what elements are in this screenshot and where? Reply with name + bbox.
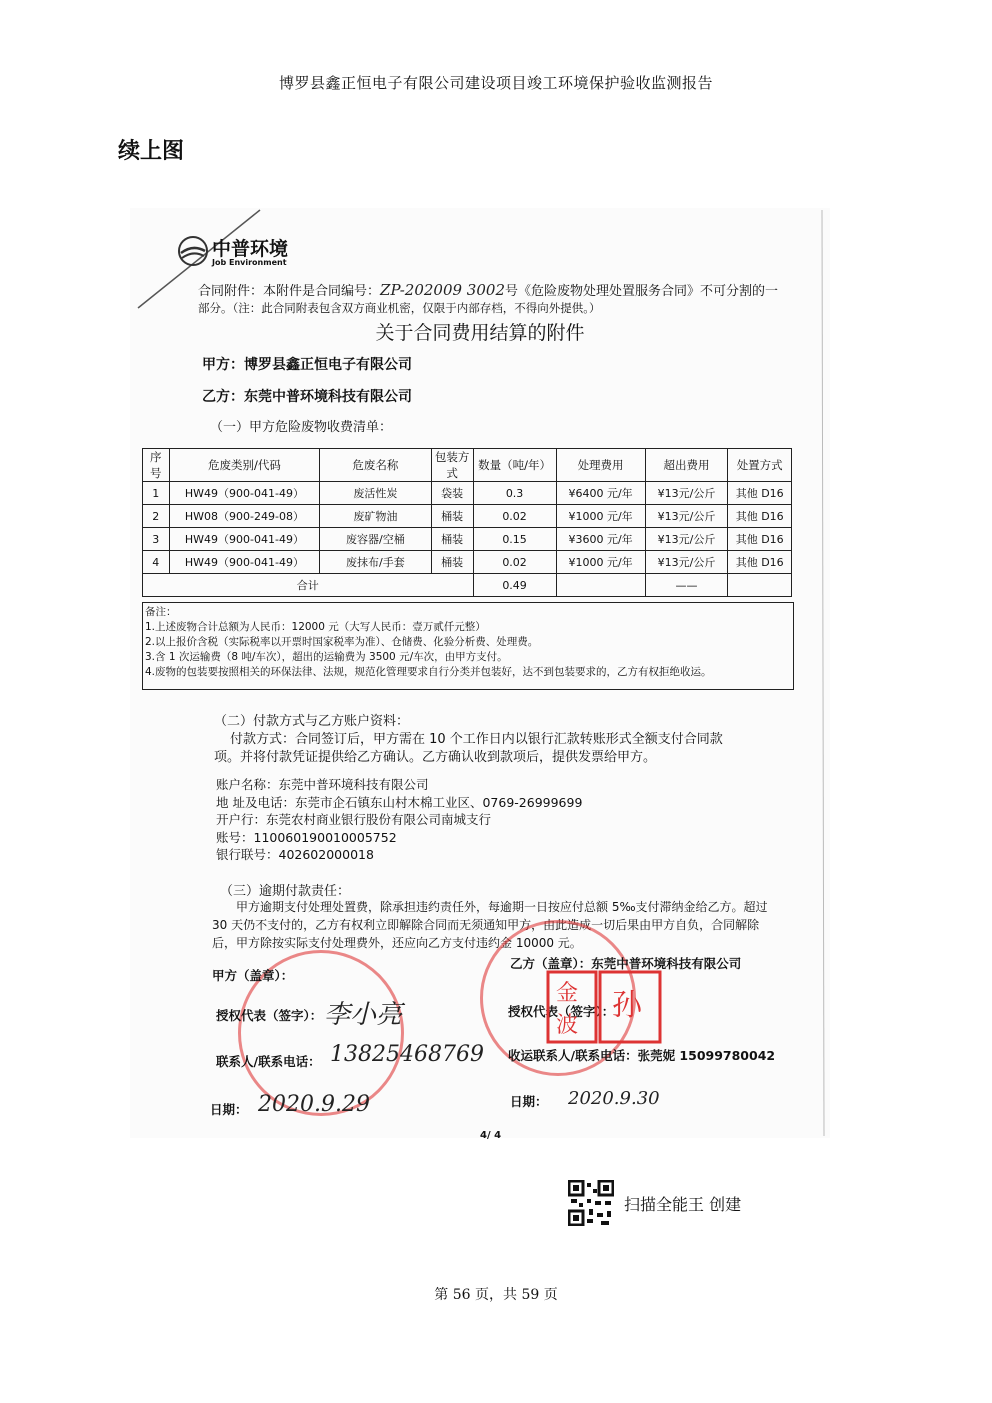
- account-number: 账号：110060190010005752: [216, 829, 397, 845]
- total-dash: ——: [645, 574, 728, 597]
- cell: 废矿物油: [320, 505, 431, 528]
- cell: HW08（900-249-08）: [169, 505, 320, 528]
- doc-page-number: 4/ 4: [480, 1130, 502, 1141]
- intro-prefix: 合同附件：本附件是合同编号：: [198, 284, 381, 299]
- intro-line-2: 部分。（注：此合同附表包含双方商业机密，仅限于内部存档，不得向外提供。）: [198, 301, 601, 315]
- cell: ¥3600 元/年: [556, 528, 645, 551]
- table-row: [143, 551, 792, 574]
- section-3-heading: （三）逾期付款责任：: [220, 884, 351, 899]
- notes-box: [142, 602, 794, 690]
- cell: 0.15: [473, 528, 556, 551]
- party-b-stamp-label: 乙方（盖章）：东莞中普环境科技有限公司: [510, 956, 742, 971]
- notes-line: 2.以上报价含税（实际税率以开票时国家税率为准）、仓储费、化验分析费、处理费。: [145, 636, 539, 648]
- logo-mark-icon: [176, 234, 210, 268]
- seal-char: 波: [556, 1013, 579, 1038]
- col-header: 危废名称: [320, 449, 431, 482]
- cell: ¥13元/公斤: [645, 551, 728, 574]
- col-header: 超出费用: [645, 449, 728, 482]
- cell: 2: [143, 505, 170, 528]
- party-b-rep-label: 授权代表（签字）：: [508, 1004, 615, 1019]
- contract-number: ZP-202009 3002: [380, 281, 505, 299]
- cell: HW49（900-041-49）: [169, 482, 320, 505]
- notes-line: 4.废物的包装要按照相关的环保法律、法规，规范化管理要求自行分类并包装好，达不到包装要求的，乙方有权拒绝收运。: [145, 666, 712, 678]
- section-1-heading: （一）甲方危险废物收费清单：: [210, 420, 393, 435]
- cell: HW49（900-041-49）: [169, 528, 320, 551]
- party-b-date: 2020.9.30: [568, 1088, 660, 1109]
- cell: ¥13元/公斤: [645, 505, 728, 528]
- account-info: [216, 776, 582, 864]
- cell: HW49（900-041-49）: [169, 551, 320, 574]
- col-header: 危废类别/代码: [169, 449, 320, 482]
- seal-char: 孙: [612, 988, 642, 1023]
- cell: ¥1000 元/年: [556, 505, 645, 528]
- account-name: 账户名称：东莞中普环境科技有限公司: [216, 777, 429, 792]
- cell: 废抹布/手套: [320, 551, 431, 574]
- col-header: 处置方式: [728, 449, 792, 482]
- party-a-stamp-label: 甲方（盖章）：: [212, 968, 294, 983]
- cell: 3: [143, 528, 170, 551]
- cell: ¥13元/公斤: [645, 528, 728, 551]
- party-a-date: 2020.9.29: [258, 1092, 370, 1117]
- account-bank: 开户行：东莞农村商业银行股份有限公司南城支行: [216, 812, 492, 827]
- table-row: [143, 528, 792, 551]
- table-row: [143, 505, 792, 528]
- table-row: [143, 482, 792, 505]
- party-a: 甲方：博罗县鑫正恒电子有限公司: [202, 357, 412, 373]
- scanner-label: 扫描全能王 创建: [624, 1195, 742, 1214]
- late-payment-text: [212, 898, 768, 952]
- party-b: 乙方：东莞中普环境科技有限公司: [202, 389, 412, 405]
- cell: 袋装: [431, 482, 473, 505]
- cell: 废活性炭: [320, 482, 431, 505]
- account-address: 地 址及电话：东莞市企石镇东山村木棉工业区、0769-26999699: [216, 794, 583, 810]
- late-line: 甲方逾期支付处理处置费，除承担违约责任外，每逾期一日按应付总额 5‰支付滞纳金给乙方。超过: [236, 900, 768, 914]
- cell: ¥13元/公斤: [645, 482, 728, 505]
- account-bank-code: 银行联号：402602000018: [216, 847, 374, 862]
- col-header: 处理费用: [556, 449, 645, 482]
- company-logo: [176, 234, 210, 272]
- cell: 0.02: [473, 505, 556, 528]
- party-a-date-label: 日期：: [210, 1102, 248, 1117]
- party-a-rep-label: 授权代表（签字）：: [216, 1008, 323, 1023]
- doc-title: 关于合同费用结算的附件: [375, 322, 585, 344]
- cell: 桶装: [431, 505, 473, 528]
- fee-table: [142, 448, 792, 597]
- cell: 桶装: [431, 528, 473, 551]
- section-subtitle: 续上图: [118, 139, 185, 164]
- total-qty: 0.49: [473, 574, 556, 597]
- logo-cn: 中普环境: [212, 238, 289, 260]
- party-a-signature: 李小亮: [324, 1000, 403, 1030]
- payment-line-2: 项。并将付款凭证提供给乙方确认。乙方确认收到款项后，提供发票给甲方。: [214, 750, 657, 765]
- col-header: 包装方式: [431, 449, 473, 482]
- col-header: 数量（吨/年）: [473, 449, 556, 482]
- table-header-row: [143, 449, 792, 482]
- party-a-contact-label: 联系人/联系电话：: [216, 1054, 321, 1069]
- total-label: 合计: [143, 574, 474, 597]
- payment-line-1: 付款方式：合同签订后，甲方需在 10 个工作日内以银行汇款转账形式全额支付合同款: [230, 732, 723, 747]
- notes-line: 1.上述废物合计总额为人民币：12000 元（大写人民币：壹万贰仟元整）: [145, 621, 486, 633]
- late-line: 后，甲方除按实际支付处理费外，还应向乙方支付违约金 10000 元。: [212, 936, 582, 950]
- cell: 0.3: [473, 482, 556, 505]
- cell: [728, 574, 792, 597]
- cell: 其他 D16: [728, 528, 792, 551]
- cell: 4: [143, 551, 170, 574]
- col-header: 序号: [143, 449, 170, 482]
- page-footer: 第 56 页，共 59 页: [434, 1287, 558, 1303]
- cell: 其他 D16: [728, 551, 792, 574]
- cell: 0.02: [473, 551, 556, 574]
- cell: ¥6400 元/年: [556, 482, 645, 505]
- section-2-heading: （二）付款方式与乙方账户资料：: [214, 714, 410, 729]
- table-total-row: [143, 574, 792, 597]
- cell: 1: [143, 482, 170, 505]
- cell: 桶装: [431, 551, 473, 574]
- intro-line-1: [198, 280, 778, 299]
- qr-code-icon: [568, 1180, 614, 1226]
- cell: 其他 D16: [728, 482, 792, 505]
- notes-line: 3.含 1 次运输费（8 吨/车次），超出的运输费为 3500 元/车次，由甲方支付。: [145, 651, 508, 663]
- notes-line: 备注：: [145, 606, 177, 618]
- report-header: 博罗县鑫正恒电子有限公司建设项目竣工环境保护验收监测报告: [278, 74, 713, 92]
- scanned-contract: [130, 208, 830, 1141]
- late-line: 30 天仍不支付的，乙方有权利立即解除合同而无须通知甲方，由此造成一切后果由甲方自负，合同解除: [212, 918, 760, 932]
- cell: ¥1000 元/年: [556, 551, 645, 574]
- cell: [556, 574, 645, 597]
- party-b-contact: 收运联系人/联系电话：张莞妮 15099780042: [508, 1048, 776, 1063]
- party-b-date-label: 日期：: [510, 1094, 548, 1109]
- cell: 其他 D16: [728, 505, 792, 528]
- seal-char: 金: [556, 981, 579, 1006]
- intro-suffix: 号《危险废物处理处置服务合同》不可分割的一: [504, 284, 778, 299]
- cell: 废容器/空桶: [320, 528, 431, 551]
- party-a-contact-phone: 13825468769: [330, 1042, 484, 1067]
- logo-en: Job Environment: [212, 258, 287, 267]
